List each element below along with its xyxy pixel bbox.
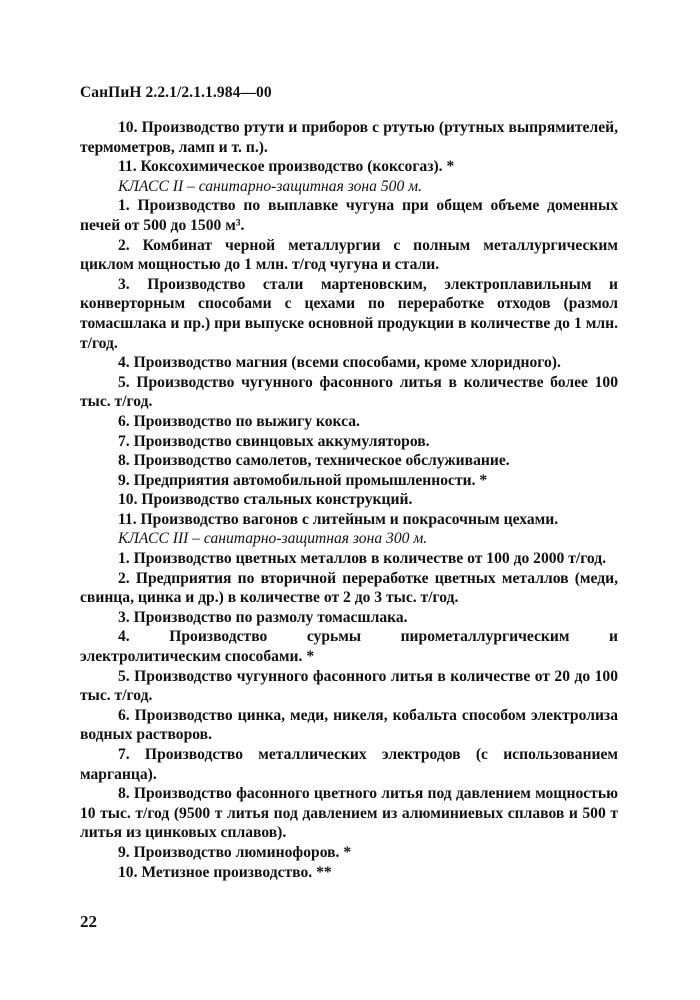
list-item: 11. Производство вагонов с литейным и покрасочным цехами. [118, 510, 559, 528]
list-item: 2. Предприятия по вторичной переработке цветных металлов (меди, свинца, цинка и др.) в количестве от 2 до 3 тыс. т/год. [80, 569, 618, 607]
list-item: 10. Производство ртути и приборов с ртутью (ртутных выпрямителей, термометров, ламп и т. п.). [80, 119, 618, 156]
running-header: СанПиН 2.2.1/2.1.1.984—00 [80, 84, 272, 101]
list-item: 3. Производство по размолу томасшлака. [118, 608, 408, 626]
list-item: 7. Производство свинцовых аккумуляторов. [118, 432, 430, 450]
list-item: 5. Производство чугунного фасонного литья в количестве более 100 тыс. т/год. [80, 373, 618, 411]
list-item: 6. Производство по выжигу кокса. [118, 412, 360, 430]
page-number: 22 [80, 912, 97, 931]
list-item: 10. Метизное производство. ** [118, 863, 332, 881]
list-item: 3. Производство стали мартеновским, электроплавильным и конверторным способами с цехами по переработке отходов (размол томасшлака и пр.) при выпуске основной продукции в количестве до 1 млн. т/год. [80, 275, 618, 352]
list-item: 8. Производство фасонного цветного литья под давлением мощностью 10 тыс. т/год (9500 т литья под давлением из алюминиевых сплавов и 500 т литья из цинковых сплавов). [80, 785, 618, 842]
class-heading: КЛАСС II – санитарно-защитная зона 500 м. [118, 177, 422, 195]
list-item: 10. Производство стальных конструкций. [118, 491, 413, 509]
list-item: 4. Производство сурьмы пирометаллургическим и электролитическим способами. * [80, 628, 618, 666]
body-text [80, 118, 618, 882]
list-item: 1. Производство цветных металлов в количестве от 100 до 2000 т/год. [118, 550, 607, 568]
list-item: 9. Предприятия автомобильной промышленности. * [118, 471, 488, 489]
list-item: 5. Производство чугунного фасонного литья в количестве от 20 до 100 тыс. т/год. [80, 667, 618, 705]
list-item: 1. Производство по выплавке чугуна при общем объеме доменных печей от 500 до 1500 м³. [80, 197, 618, 234]
list-item: 2. Комбинат черной металлургии с полным металлургическим циклом мощностью до 1 млн. т/год чугуна и стали. [80, 236, 618, 274]
list-item: 8. Производство самолетов, техническое обслуживание. [118, 452, 510, 470]
list-item: 9. Производство люминофоров. * [118, 843, 352, 861]
list-item: 4. Производство магния (всеми способами, кроме хлоридного). [118, 354, 561, 372]
list-item: 11. Коксохимическое производство (коксогаз). * [118, 158, 455, 176]
class-heading: КЛАСС III – санитарно-защитная зона 300 м. [118, 530, 428, 548]
list-item: 6. Производство цинка, меди, никеля, кобальта способом электролиза водных растворов. [80, 706, 618, 744]
list-item: 7. Производство металлических электродов (с использованием марганца). [80, 746, 618, 783]
